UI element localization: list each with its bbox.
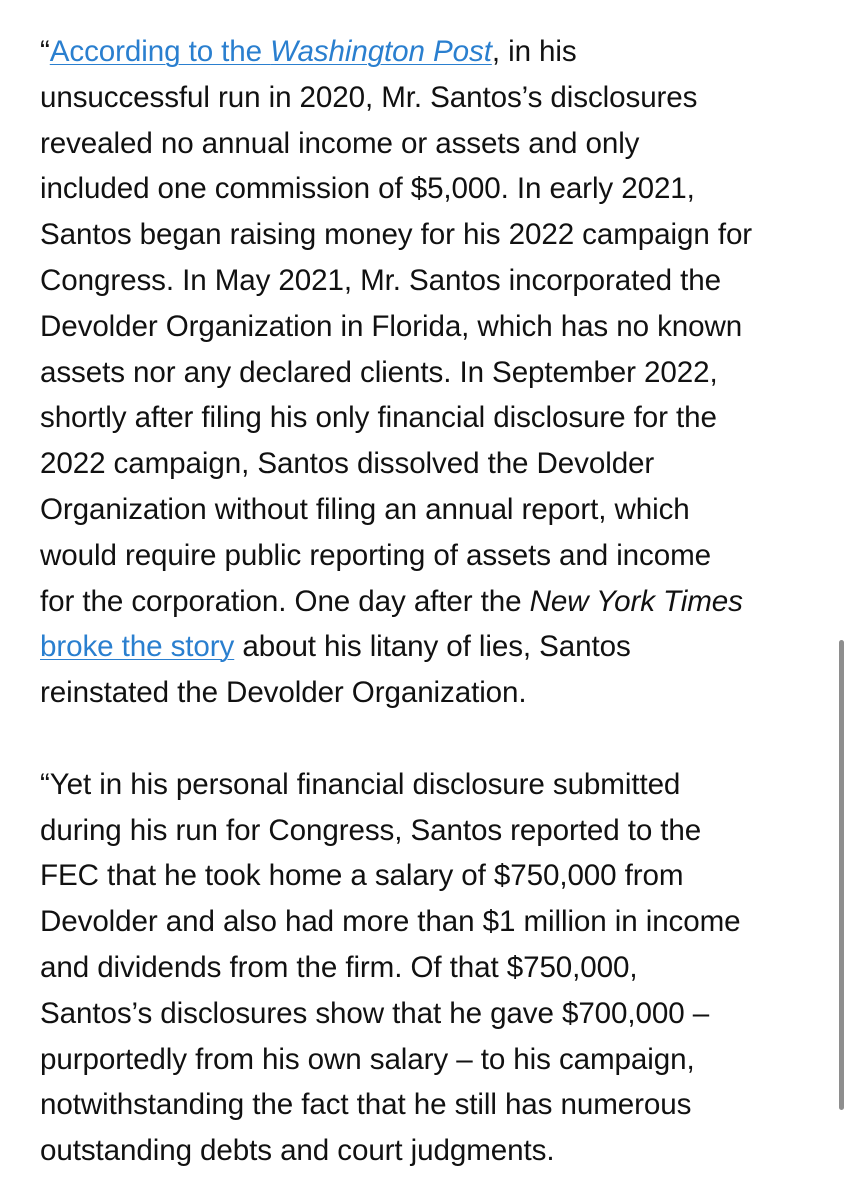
text-line: for the corporation. One day after the New York Times — [40, 584, 743, 618]
paragraph-santos-devolder — [40, 29, 820, 716]
text-line: outstanding debts and court judgments. — [40, 1134, 555, 1168]
text-line: reinstated the Devolder Organization. — [40, 676, 527, 710]
text-line: 2022 campaign, Santos dissolved the Devolder — [40, 447, 655, 481]
text-line: revealed no annual income or assets and only — [40, 126, 640, 160]
paragraph-financial-disclosure — [40, 762, 820, 1174]
washington-post-title: Washington Post — [270, 35, 492, 68]
text-line: “Yet in his personal financial disclosure submitted — [40, 767, 681, 801]
text-line: Santos’s disclosures show that he gave $700,000 – — [40, 996, 710, 1030]
text-line: “According to the Washington Post, in his — [40, 35, 577, 68]
text-line: notwithstanding the fact that he still has numerous — [40, 1088, 692, 1122]
text-line: purportedly from his own salary – to his campaign, — [40, 1042, 695, 1076]
text-line: Congress. In May 2021, Mr. Santos incorporated the — [40, 263, 721, 297]
text-line: assets nor any declared clients. In September 2022, — [40, 355, 718, 389]
text-line: Devolder and also had more than $1 million in income — [40, 905, 741, 939]
text-line: shortly after filing his only financial disclosure for the — [40, 401, 717, 435]
new-york-times-title: New York Times — [529, 584, 743, 618]
broke-the-story-link[interactable]: broke the story — [40, 630, 235, 664]
text-line: broke the story about his litany of lies, Santos — [40, 630, 631, 664]
text-line: would require public reporting of assets and income — [40, 538, 712, 572]
text-line: during his run for Congress, Santos reported to the — [40, 813, 702, 847]
text-line: Organization without filing an annual report, which — [40, 492, 690, 526]
text-line: included one commission of $5,000. In early 2021, — [40, 172, 695, 206]
text-line: Santos began raising money for his 2022 campaign for — [40, 218, 753, 252]
text-line: Devolder Organization in Florida, which has no known — [40, 309, 743, 343]
open-quote: “ — [40, 35, 50, 68]
vertical-scrollbar[interactable] — [839, 640, 844, 1110]
text-line: FEC that he took home a salary of $750,000 from — [40, 859, 684, 893]
text-line: and dividends from the firm. Of that $750,000, — [40, 950, 638, 984]
washington-post-link[interactable]: According to the Washington Post — [49, 35, 492, 68]
text-line: unsuccessful run in 2020, Mr. Santos’s disclosures — [40, 80, 698, 114]
